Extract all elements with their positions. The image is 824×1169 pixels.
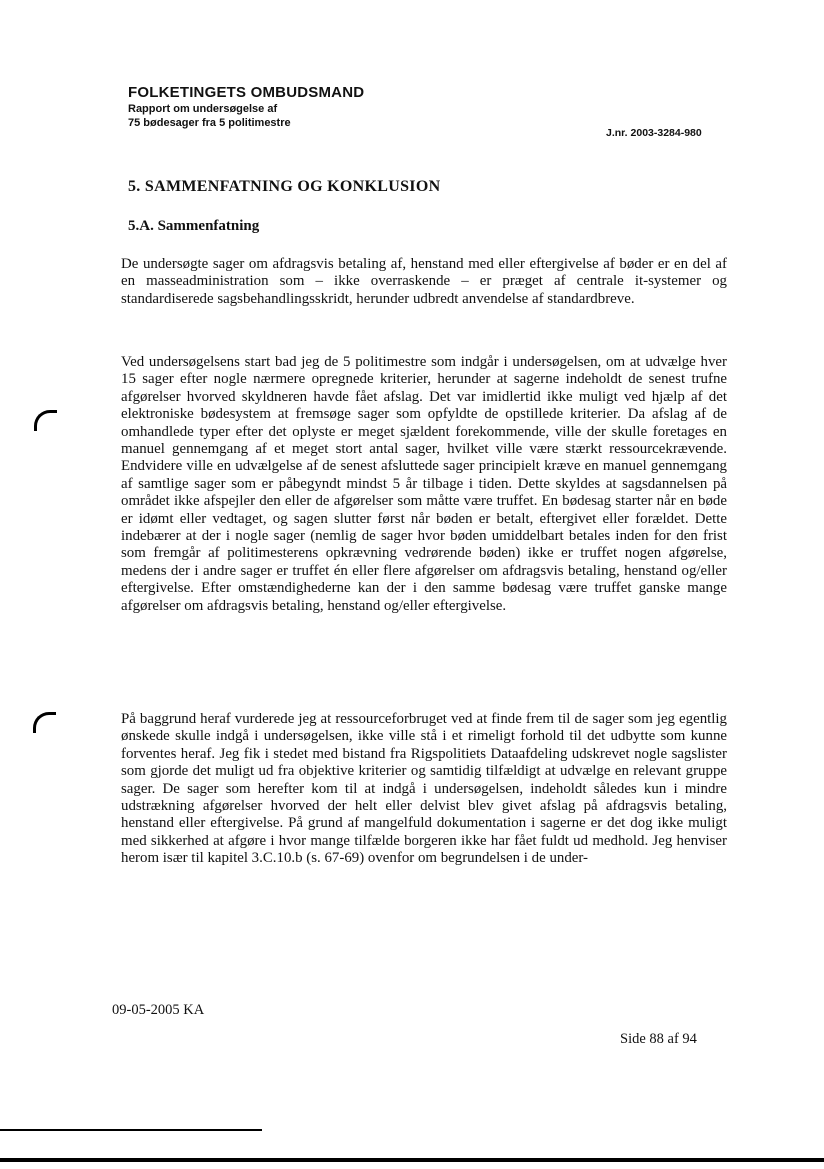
organization-name: FOLKETINGETS OMBUDSMAND bbox=[128, 84, 365, 101]
paragraph-1: De undersøgte sager om afdragsvis betaling af, henstand med eller eftergivelse af bøder er en del af en masseadministration som – ikke overraskende – er præget af centrale it-systemer og standardiserede sagsbehandlingsskridt, herunder udbredt anvendelse af standardbreve. bbox=[121, 256, 727, 307]
page-number: Side 88 af 94 bbox=[620, 1031, 697, 1047]
footer-date-initials: 09-05-2005 KA bbox=[112, 1002, 205, 1018]
margin-bracket-mark bbox=[34, 410, 57, 431]
paragraph-3: På baggrund heraf vurderede jeg at ressourceforbruget ved at finde frem til de sager som jeg egentlig ønskede skulle indgå i undersøgelsen, ikke ville stå i et rimeligt forhold til det udbytte som kunne forventes heraf. Jeg fik i stedet med bistand fra Rigspolitiets Dataafdeling udskrevet nogle sagslister som gjorde det muligt ud fra objektive kriterier og samtidig tilfældigt at udvælge en relevant gruppe sager. De sager som herefter kom til at indgå i undersøgelsen, indeholdt således kun i mindre udstrækning afgørelser hvorved der helt eller delvist blev givet afslag på afdragsvis betaling, henstand eller eftergivelse. På grund af mangelfuld dokumentation i sagerne er det dog ikke muligt med sikkerhed at afgøre i hvor mange tilfælde borgeren ikke har fået fuldt ud medhold. Jeg henviser herom især til kapitel 3.C.10.b (s. 67-69) ovenfor om begrundelsen i de under- bbox=[121, 711, 727, 867]
paragraph-2: Ved undersøgelsens start bad jeg de 5 politimestre som indgår i undersøgelsen, om at udvælge hver 15 sager efter nogle nærmere opregnede kriterier, herunder at sagerne indeholdt de senest trufne afgørelser hvorved skyldneren havde fået afslag. Det var imidlertid ikke muligt ved hjælp af det elektroniske bødesystem at fremsøge sager som opfyldte de opstillede kriterier. Da afslag af de omhandlede typer efter det oplyste er meget sjældent forekommende, ville der skulle foretages en manuel gennemgang af et meget stort antal sager, hvilket ville være stærkt ressourcekrævende. Endvidere ville en udvælgelse af de senest afsluttede sager principielt kræve en manuel gennemgang af samtlige sager som er påbegyndt mindst 5 år tilbage i tiden. Dette skyldes at sagsdannelsen på området ikke afspejler den eller de afgørelser som måtte være truffet. En bødesag starter når en bøde er idømt eller vedtaget, og sagen slutter først når bøden er betalt, eftergivet eller forældet. Dette indebærer at der i nogle sager (nemlig de sager hvor bøden umiddelbart betales inden for den frist som fremgår af politimesterens opkrævning vedrørende bøden) ikke er truffet nogen afgørelse, medens der i andre sager er truffet én eller flere afgørelser om afdragsvis betaling, henstand og/eller eftergivelse. Efter omstændighederne kan der i den samme bødesag være truffet ganske mange afgørelser om afdragsvis betaling, henstand og/eller eftergivelse. bbox=[121, 354, 727, 614]
report-subtitle-line2: 75 bødesager fra 5 politimestre bbox=[128, 117, 291, 129]
document-header bbox=[128, 84, 364, 130]
report-subtitle-line1: Rapport om undersøgelse af bbox=[128, 103, 278, 115]
section-subheading: 5.A. Sammenfatning bbox=[128, 218, 260, 234]
bottom-scan-edge bbox=[0, 1158, 824, 1162]
footer-short-rule bbox=[0, 1129, 262, 1131]
section-heading: 5. SAMMENFATNING OG KONKLUSION bbox=[128, 178, 441, 195]
journal-number: J.nr. 2003-3284-980 bbox=[606, 127, 702, 139]
margin-bracket-mark bbox=[33, 712, 56, 733]
